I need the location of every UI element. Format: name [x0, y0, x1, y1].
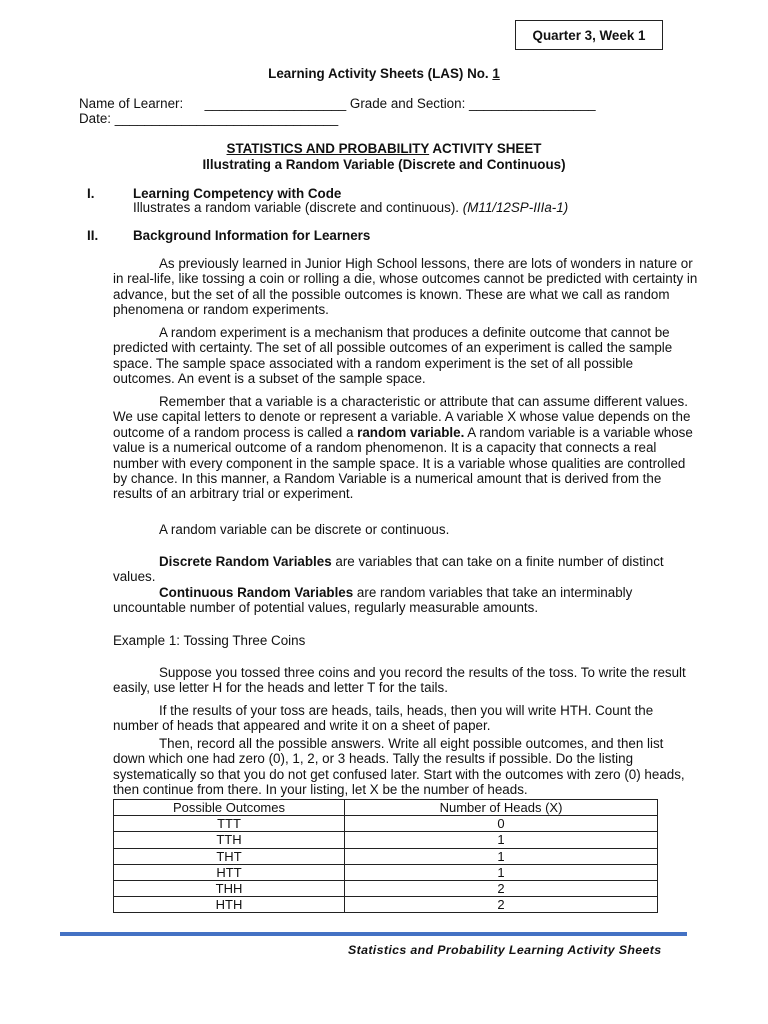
paragraph-continuous	[113, 585, 698, 616]
las-number: 1	[492, 66, 500, 81]
p3-random-variable-term: random variable.	[357, 424, 465, 440]
outcome-cell: THH	[114, 880, 345, 896]
discrete-term: Discrete Random Variables	[159, 554, 332, 569]
quarter-week-box	[515, 20, 663, 50]
continuous-definition: are random variables that take an interminably uncountable number of potential values, regularly measurable amounts.	[113, 585, 633, 616]
grade-blank: _________________	[469, 96, 596, 111]
heads-cell: 1	[345, 864, 658, 880]
table-row	[114, 816, 658, 832]
date-label: Date:	[79, 111, 112, 126]
paragraph-record-answers: Then, record all the possible answers. Write all eight possible outcomes, and then list down which one had zero (0), 1, 2, or 3 heads. Tally the results if possible. Do the listing systematically so that you do not get confused later. Start with the outcomes with zero (0) heads, then continue from there. In your listing, let X be the number of heads.	[113, 736, 685, 798]
sheet-title	[0, 141, 768, 156]
paragraph-random-variable	[113, 394, 698, 502]
sheet-subtitle: Illustrating a Random Variable (Discrete and Continuous)	[202, 157, 566, 172]
outcome-cell: TTT	[114, 816, 345, 832]
heads-cell: 2	[345, 897, 658, 913]
section1-heading: Learning Competency with Code	[133, 186, 342, 201]
footer-divider	[60, 932, 687, 936]
date-blank: ______________________________	[114, 111, 339, 126]
p3-part-c: A random variable is a variable whose value is a numerical outcome of a random phenomenon. It is a capacity that connects a real number with every component in the sample space. It is a variable whose qualities are controlled by chance. In this manner, a Random Variable is a numerical amount that is derived from the results of an arbitrary trial or experiment.	[113, 424, 693, 502]
quarter-week-label: Quarter 3, Week 1	[532, 27, 646, 43]
table-row	[114, 848, 658, 864]
table-row	[114, 897, 658, 913]
section1-text	[133, 200, 568, 215]
subject-title: STATISTICS AND PROBABILITY	[226, 141, 430, 156]
heads-cell: 1	[345, 848, 658, 864]
paragraph-tossing-coins: Suppose you tossed three coins and you record the results of the toss. To write the result easily, use letter H for the heads and letter T for the tails.	[113, 665, 686, 696]
heads-cell: 0	[345, 816, 658, 832]
las-title	[0, 66, 768, 81]
paragraph-count-heads: If the results of your toss are heads, tails, heads, then you will write HTH. Count the number of heads that appeared and write it on a sheet of paper.	[113, 703, 654, 734]
paragraph-discrete-or-continuous: A random variable can be discrete or continuous.	[159, 522, 450, 537]
outcome-cell: HTT	[114, 864, 345, 880]
las-title-prefix: Learning Activity Sheets (LAS) No.	[268, 66, 493, 81]
grade-label: Grade and Section:	[349, 96, 466, 111]
section1-numeral: I.	[87, 186, 95, 201]
paragraph-discrete	[113, 554, 698, 585]
header-number-of-heads: Number of Heads (X)	[345, 800, 658, 816]
paragraph-random-phenomena: As previously learned in Junior High School lessons, there are lots of wonders in nature or in real-life, like tossing a coin or rolling a die, whose outcomes cannot be predicted with certainty in advance, but the set of all the possible outcomes is known. These are what we call as random phenomena or random experiments.	[113, 256, 698, 318]
example-heading: Example 1: Tossing Three Coins	[113, 633, 306, 648]
outcome-cell: HTH	[114, 897, 345, 913]
continuous-term: Continuous Random Variables	[159, 585, 354, 600]
activity-sheet-title: ACTIVITY SHEET	[429, 141, 542, 156]
discrete-definition: are variables that can take on a finite number of distinct values.	[113, 554, 664, 585]
name-blank: ___________________	[204, 96, 347, 111]
table-row	[114, 880, 658, 896]
outcome-cell: TTH	[114, 832, 345, 848]
name-line	[79, 96, 596, 111]
competency-code: (M11/12SP-IIIa-1)	[462, 200, 569, 215]
outcomes-table	[113, 799, 658, 913]
footer-title: Statistics and Probability Learning Activity Sheets	[348, 943, 662, 957]
heads-cell: 2	[345, 880, 658, 896]
table-row	[114, 832, 658, 848]
paragraph-random-experiment: A random experiment is a mechanism that produces a definite outcome that cannot be predicted with certainty. The set of all possible outcomes of an experiment is called the sample space. The sample space associated with a random experiment is the set of all possible outcomes. An event is a subset of the sample space.	[113, 325, 673, 387]
competency-text: Illustrates a random variable (discrete and continuous).	[133, 200, 460, 215]
table-row	[114, 864, 658, 880]
p3-part-a: Remember that a variable is a characteristic or attribute that can assume different values. We use capital letters to denote or represent a variable. A variable X whose value depends on the outcome of a random process is called a	[113, 394, 691, 440]
outcome-cell: THT	[114, 848, 345, 864]
date-line	[79, 111, 338, 126]
heads-cell: 1	[345, 832, 658, 848]
section2-heading: Background Information for Learners	[133, 228, 371, 243]
section2-numeral: II.	[87, 228, 99, 243]
name-label: Name of Learner:	[79, 96, 184, 111]
table-header-row	[114, 800, 658, 816]
header-possible-outcomes: Possible Outcomes	[114, 800, 345, 816]
